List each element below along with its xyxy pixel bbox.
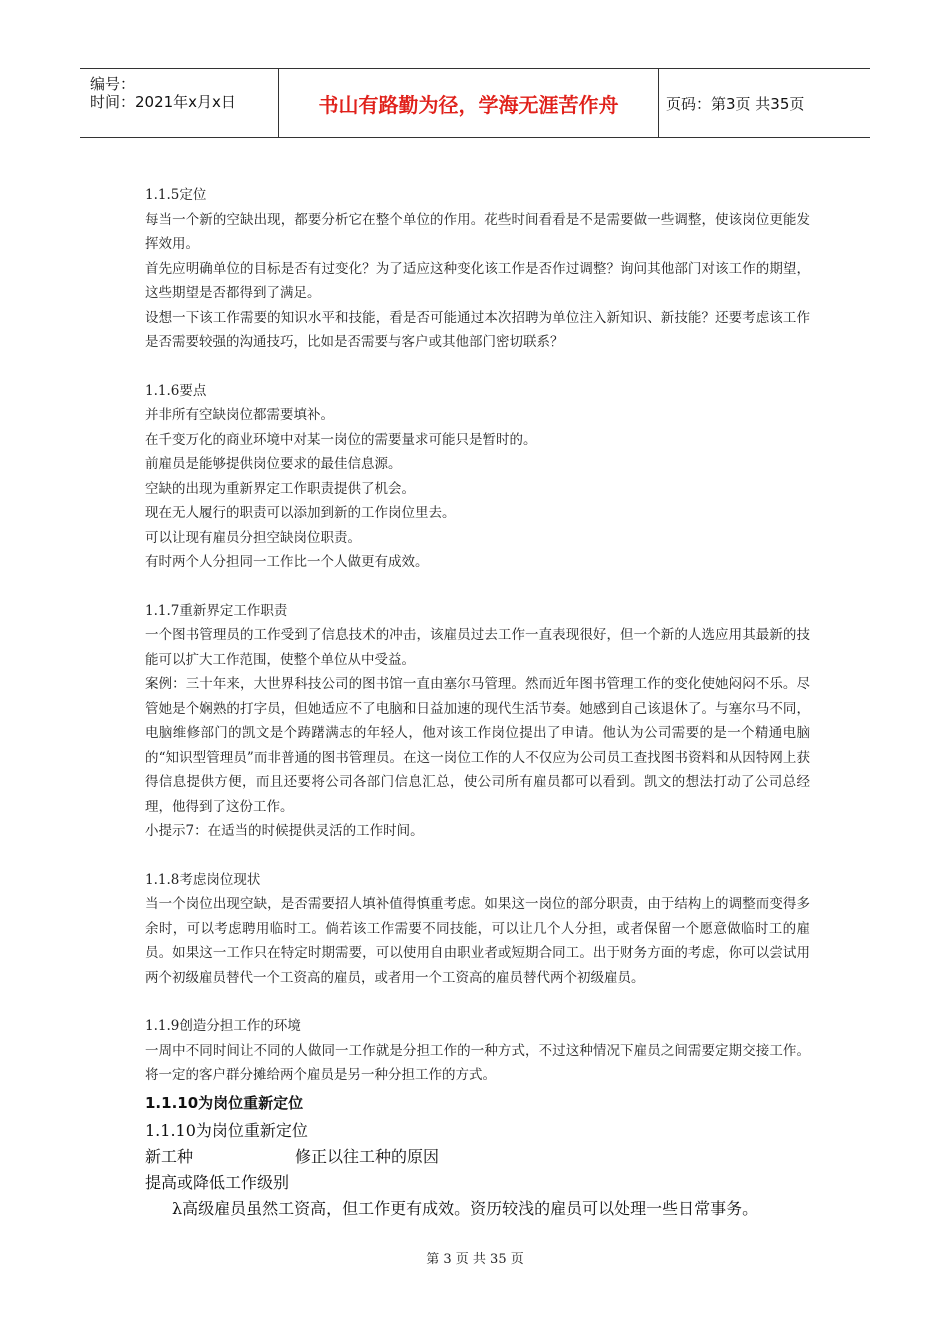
document-number-label: 编号： [90, 75, 136, 93]
bullet-item: λ高级雇员虽然工资高，但工作更有成效。资历较浅的雇员可以处理一些日常事务。 [172, 1198, 759, 1218]
section [145, 599, 810, 844]
section-title: 1.1.5定位 [145, 187, 207, 203]
header-motto: 书山有路勤为径，学海无涯苦作舟 [279, 69, 659, 137]
section-title: 1.1.8考虑岗位现状 [145, 871, 261, 888]
section-paragraph: 每当一个新的空缺出现，都要分析它在整个单位的作用。花些时间看看是不是需要做一些调整，使该岗位更能发挥效用。 [145, 211, 810, 252]
row-col-new-type: 新工种 [145, 1146, 194, 1166]
section-paragraph: 案例：三十年来，大世界科技公司的图书馆一直由塞尔马管理。然而近年图书管理工作的变化使她闷闷不乐。尽管她是个娴熟的打字员，但她适应不了电脑和日益加速的现代生活节奏。她感到自己该退休了。与塞尔马不同，电脑维修部门的凯文是个踌躇满志的年轻人，他对该工作岗位提出了申请。他认为公司需要的是一个精通电脑的“知识型管理员”而非普通的图书管理员。在这一岗位工作的人不仅应为公司员工查找图书资料和从因特网上获得信息提供方便，而且还要将公司各部门信息汇总，使公司所有雇员都可以看到。凯文的想法打动了公司总经理，他得到了这份工作。 [145, 676, 810, 815]
section-paragraph: 一个图书管理员的工作受到了信息技术的冲击，该雇员过去工作一直表现很好，但一个新的人选应用其最新的技能可以扩大工作范围，使整个单位从中受益。 [145, 627, 810, 668]
section-paragraph: 在千变万化的商业环境中对某一岗位的需要量求可能只是暂时的。 [145, 431, 537, 448]
section [145, 379, 810, 575]
row-col-reason: 修正以往工种的原因 [295, 1146, 440, 1166]
header-page-info: 页码：第3页 共35页 [666, 94, 805, 113]
section-paragraph: 有时两个人分担同一工作比一个人做更有成效。 [145, 554, 429, 570]
section-paragraph: 一周中不同时间让不同的人做同一工作就是分担工作的一种方式，不过这种情况下雇员之间需要定期交接工作。将一定的客户群分摊给两个雇员是另一种分担工作的方式。 [145, 1042, 810, 1083]
section [145, 1014, 810, 1088]
document-body [145, 183, 810, 1222]
plain-heading: 1.1.10为岗位重新定位 [145, 1120, 308, 1140]
section-title: 1.1.6要点 [145, 382, 207, 399]
section-paragraph: 空缺的出现为重新界定工作职责提供了机会。 [145, 480, 415, 497]
section-paragraph: 首先应明确单位的目标是否有过变化？为了适应这种变化该工作是否作过调整？询问其他部门对该工作的期望，这些期望是否都得到了满足。 [145, 260, 810, 301]
final-block [145, 1088, 810, 1222]
section [145, 868, 810, 991]
page-footer: 第 3 页 共 35 页 [426, 1252, 524, 1267]
sub-heading: 提高或降低工作级别 [145, 1172, 290, 1192]
section-paragraph: 当一个岗位出现空缺，是否需要招人填补值得慎重考虑。如果这一岗位的部分职责，由于结构上的调整而变得多余时，可以考虑聘用临时工。倘若该工作需要不同技能，可以让几个人分担，或者保留一个愿意做临时工的雇员。如果这一工作只在特定时期需要，可以使用自由职业者或短期合同工。出于财务方面的考虑，你可以尝试用两个初级雇员替代一个工资高的雇员，或者用一个工资高的雇员替代两个初级雇员。 [145, 896, 810, 986]
section-title: 1.1.7重新界定工作职责 [145, 602, 288, 619]
section-paragraph: 可以让现有雇员分担空缺岗位职责。 [145, 529, 361, 546]
section-title: 1.1.9创造分担工作的环境 [145, 1018, 301, 1034]
section-paragraph: 设想一下该工作需要的知识水平和技能，看是否可能通过本次招聘为单位注入新知识、新技能？还要考虑该工作是否需要较强的沟通技巧，比如是否需要与客户或其他部门密切联系？ [145, 309, 810, 350]
document-time-label: 时间：2021年x月x日 [90, 93, 236, 111]
section [145, 183, 810, 355]
section-paragraph: 现在无人履行的职责可以添加到新的工作岗位里去。 [145, 505, 456, 521]
section-paragraph: 小提示7：在适当的时候提供灵活的工作时间。 [145, 823, 424, 839]
page-header [80, 68, 870, 138]
header-meta-cell [80, 69, 279, 137]
section-paragraph: 前雇员是能够提供岗位要求的最佳信息源。 [145, 456, 402, 472]
table-row [145, 1144, 810, 1170]
bold-heading: 1.1.10为岗位重新定位 [145, 1093, 304, 1112]
section-paragraph: 并非所有空缺岗位都需要填补。 [145, 407, 334, 423]
